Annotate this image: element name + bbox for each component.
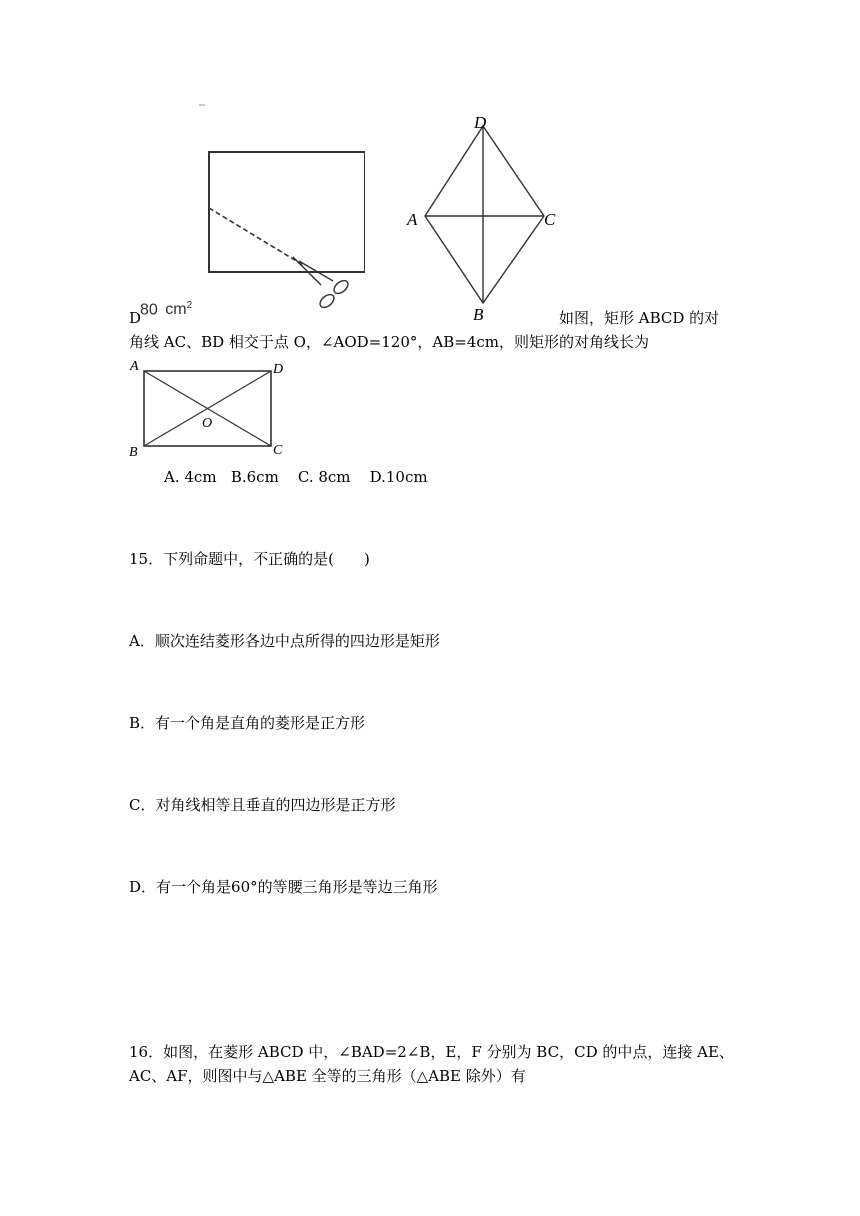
rhombus-figure <box>400 108 570 324</box>
q15-option-d: D．有一个角是60°的等腰三角形是等边三角形 <box>129 878 438 896</box>
area-value <box>140 300 192 319</box>
label-d: D <box>273 362 284 377</box>
label-o: O <box>202 416 213 431</box>
label-c: C <box>273 443 283 458</box>
area-unit: cm <box>165 301 187 319</box>
label-d: D <box>474 113 487 132</box>
q16-stem-line2: AC、AF，则图中与△ABE 全等的三角形（△ABE 除外）有 <box>129 1067 526 1085</box>
area-exponent: 2 <box>186 300 193 311</box>
q15-option-b: B．有一个角是直角的菱形是正方形 <box>129 714 366 732</box>
q15-option-c: C．对角线相等且垂直的四边形是正方形 <box>129 796 396 814</box>
label-a: A <box>130 359 139 374</box>
q15-stem: 15．下列命题中，不正确的是( ) <box>129 550 370 568</box>
option-d-prefix: D <box>129 309 142 327</box>
label-b: B <box>129 445 138 460</box>
area-number: 80 <box>140 301 158 319</box>
q14-options: A. 4cm B.6cm C. 8cm D.10cm <box>164 468 428 486</box>
cut-rectangle-figure <box>195 95 365 315</box>
rectangle-diagonals-figure <box>125 355 295 465</box>
scissors-icon <box>293 257 350 310</box>
q15-option-a: A．顺次连结菱形各边中点所得的四边形是矩形 <box>129 632 440 650</box>
label-c: C <box>544 210 556 229</box>
q14-stem-line2: 角线 AC、BD 相交于点 O，∠AOD=120°，AB=4cm，则矩形的对角线长为 <box>129 333 649 351</box>
cut-dashed-line <box>209 208 303 265</box>
q14-stem-line1: 如图，矩形 ABCD 的对 <box>559 309 720 327</box>
label-b: B <box>473 305 484 324</box>
label-a: A <box>407 210 418 229</box>
q16-stem-line1: 16．如图，在菱形 ABCD 中，∠BAD=2∠B，E，F 分别为 BC，CD 的中点，连接 AE、 <box>129 1043 734 1061</box>
